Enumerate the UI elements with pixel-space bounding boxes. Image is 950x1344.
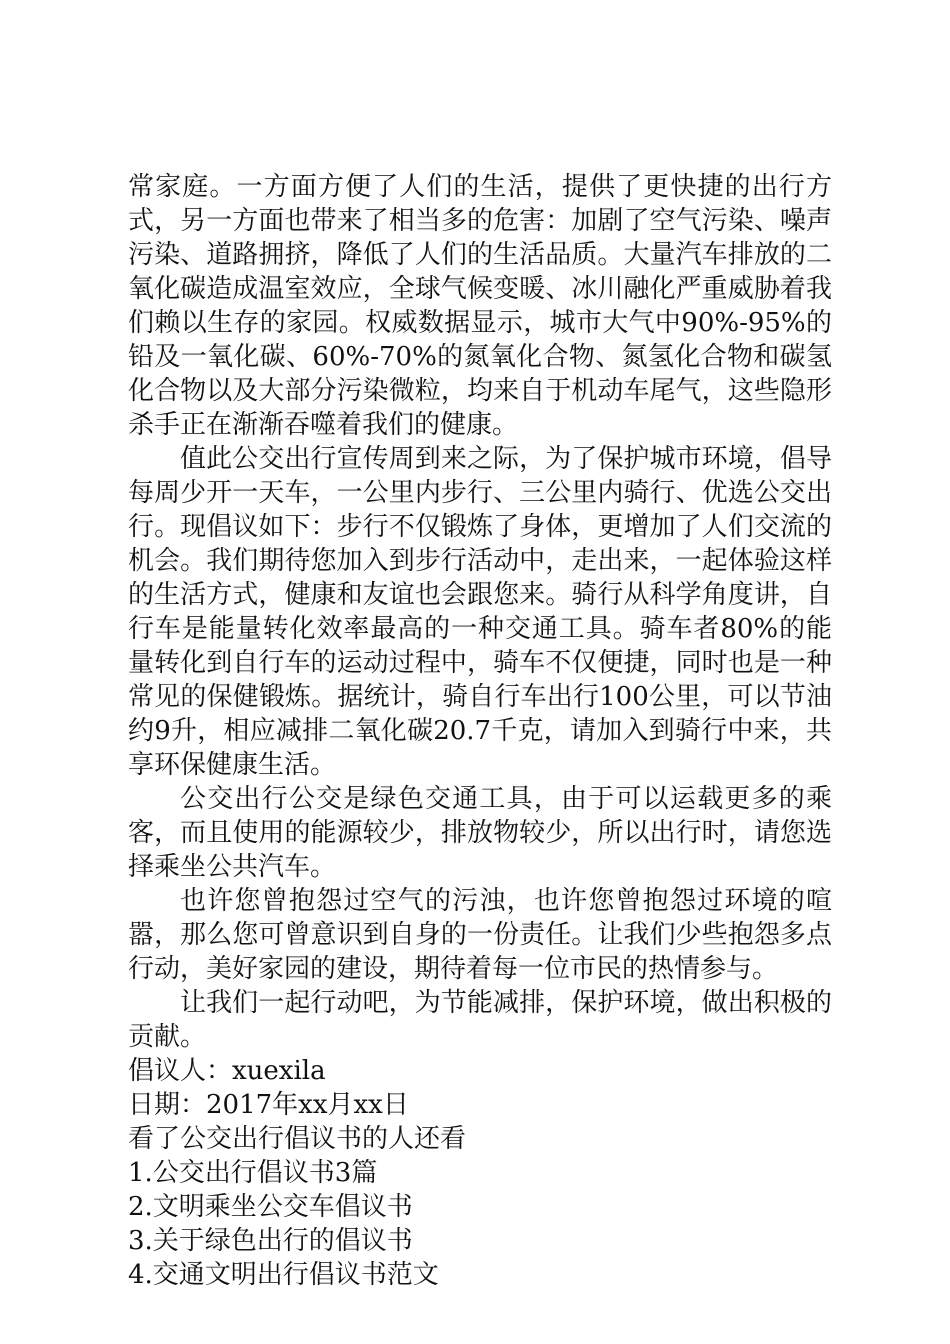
date-line: 日期：2017年xx月xx日 <box>128 1090 409 1120</box>
signature-line: 倡议人：xuexila <box>128 1056 326 1086</box>
related-item-1[interactable]: 1.公交出行倡议书3篇 <box>128 1158 378 1188</box>
paragraph-5: 让我们一起行动吧，为节能减排，保护环境，做出积极的贡献。 <box>128 988 832 1052</box>
related-item-2[interactable]: 2.文明乘坐公交车倡议书 <box>128 1192 413 1222</box>
related-heading: 看了公交出行倡议书的人还看 <box>128 1124 467 1154</box>
document-body <box>128 170 832 1292</box>
paragraph-2: 值此公交出行宣传周到来之际，为了保护城市环境，倡导每周少开一天车，一公里内步行、三公里内骑行、优选公交出行。现倡议如下：步行不仅锻炼了身体，更增加了人们交流的机会。我们期待您加入到步行活动中，走出来，一起体验这样的生活方式，健康和友谊也会跟您来。骑行从科学角度讲，自行车是能量转化效率最高的一种交通工具。骑车者80%的能量转化到自行车的运动过程中，骑车不仅便捷，同时也是一种常见的保健锻炼。据统计，骑自行车出行100公里，可以节油约9升，相应减排二氧化碳20.7千克，请加入到骑行中来，共享环保健康生活。 <box>128 444 832 780</box>
paragraph-3: 公交出行公交是绿色交通工具，由于可以运载更多的乘客，而且使用的能源较少，排放物较少，所以出行时，请您选择乘坐公共汽车。 <box>128 784 832 882</box>
paragraph-1: 常家庭。一方面方便了人们的生活，提供了更快捷的出行方式，另一方面也带来了相当多的危害：加剧了空气污染、噪声污染、道路拥挤，降低了人们的生活品质。大量汽车排放的二氧化碳造成温室效应，全球气候变暖、冰川融化严重威胁着我们赖以生存的家园。权威数据显示，城市大气中90%-95%的铅及一氧化碳、60%-70%的氮氧化合物、氮氢化合物和碳氢化合物以及大部分污染微粒，均来自于机动车尾气，这些隐形杀手正在渐渐吞噬着我们的健康。 <box>128 172 832 440</box>
related-item-4[interactable]: 4.交通文明出行倡议书范文 <box>128 1260 439 1290</box>
related-item-3[interactable]: 3.关于绿色出行的倡议书 <box>128 1226 413 1256</box>
paragraph-4: 也许您曾抱怨过空气的污浊，也许您曾抱怨过环境的喧嚣，那么您可曾意识到自身的一份责任。让我们少些抱怨多点行动，美好家园的建设，期待着每一位市民的热情参与。 <box>128 886 832 984</box>
